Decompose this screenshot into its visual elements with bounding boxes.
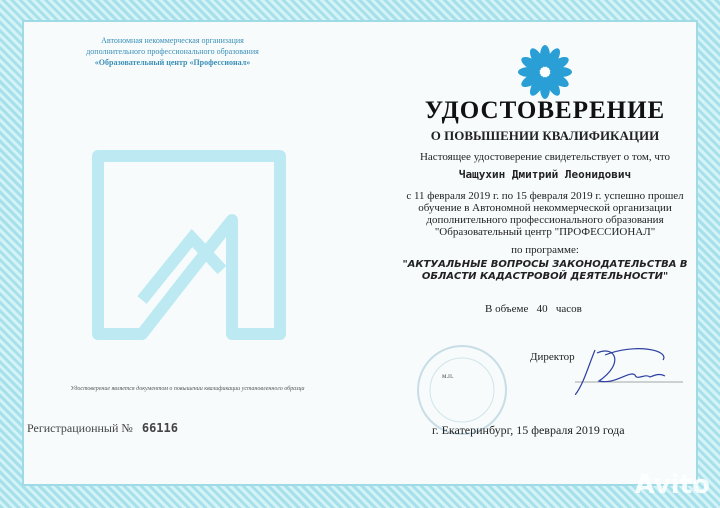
- org-line: Автономная некоммерческая организация: [101, 36, 244, 45]
- avito-watermark: Avito: [634, 470, 710, 500]
- body-line: "Образовательный центр "ПРОФЕССИОНАЛ": [434, 226, 656, 238]
- organization-header: [45, 35, 300, 68]
- program-name: [370, 259, 720, 283]
- body-line: дополнительного профессионального образования: [426, 214, 664, 226]
- org-line: дополнительного профессионального образования: [86, 47, 259, 56]
- body-line: с 11 февраля 2019 г. по 15 февраля 2019 г. успешно прошел: [406, 190, 684, 202]
- registration: [27, 421, 178, 436]
- certificate-title: УДОСТОВЕРЕНИЕ: [424, 97, 666, 124]
- volume: [485, 303, 582, 315]
- watermark-logo-icon: [92, 150, 287, 340]
- stamp-label: м.п.: [442, 372, 454, 380]
- recipient-name: Чащухин Дмитрий Леонидович: [458, 168, 632, 181]
- program-label: по программе:: [511, 244, 579, 256]
- org-name: «Образовательный центр «Профессионал»: [94, 58, 251, 67]
- volume-hours: 40: [536, 303, 548, 315]
- legal-note: Удостоверение является документом о повышении квалификации установленного образца: [70, 386, 305, 392]
- signature-icon: [575, 345, 685, 395]
- director-label: Директор: [530, 351, 575, 363]
- training-details: [370, 190, 720, 238]
- flower-logo-icon: [517, 44, 573, 100]
- city-date: г. Екатеринбург, 15 февраля 2019 года: [432, 423, 625, 437]
- volume-label: В объеме: [485, 303, 529, 315]
- body-line: обучение в Автономной некоммерческой организации: [418, 202, 672, 214]
- certificate-subtitle: О ПОВЫШЕНИИ КВАЛИФИКАЦИИ: [430, 128, 660, 143]
- program-line: ОБЛАСТИ КАДАСТРОВОЙ ДЕЯТЕЛЬНОСТИ": [421, 271, 669, 282]
- intro-text: Настоящее удостоверение свидетельствует о том, что: [419, 151, 671, 163]
- registration-number: 66116: [141, 421, 178, 435]
- program-line: "АКТУАЛЬНЫЕ ВОПРОСЫ ЗАКОНОДАТЕЛЬСТВА В: [402, 259, 688, 270]
- registration-label: Регистрационный №: [27, 421, 133, 435]
- volume-unit: часов: [555, 303, 582, 315]
